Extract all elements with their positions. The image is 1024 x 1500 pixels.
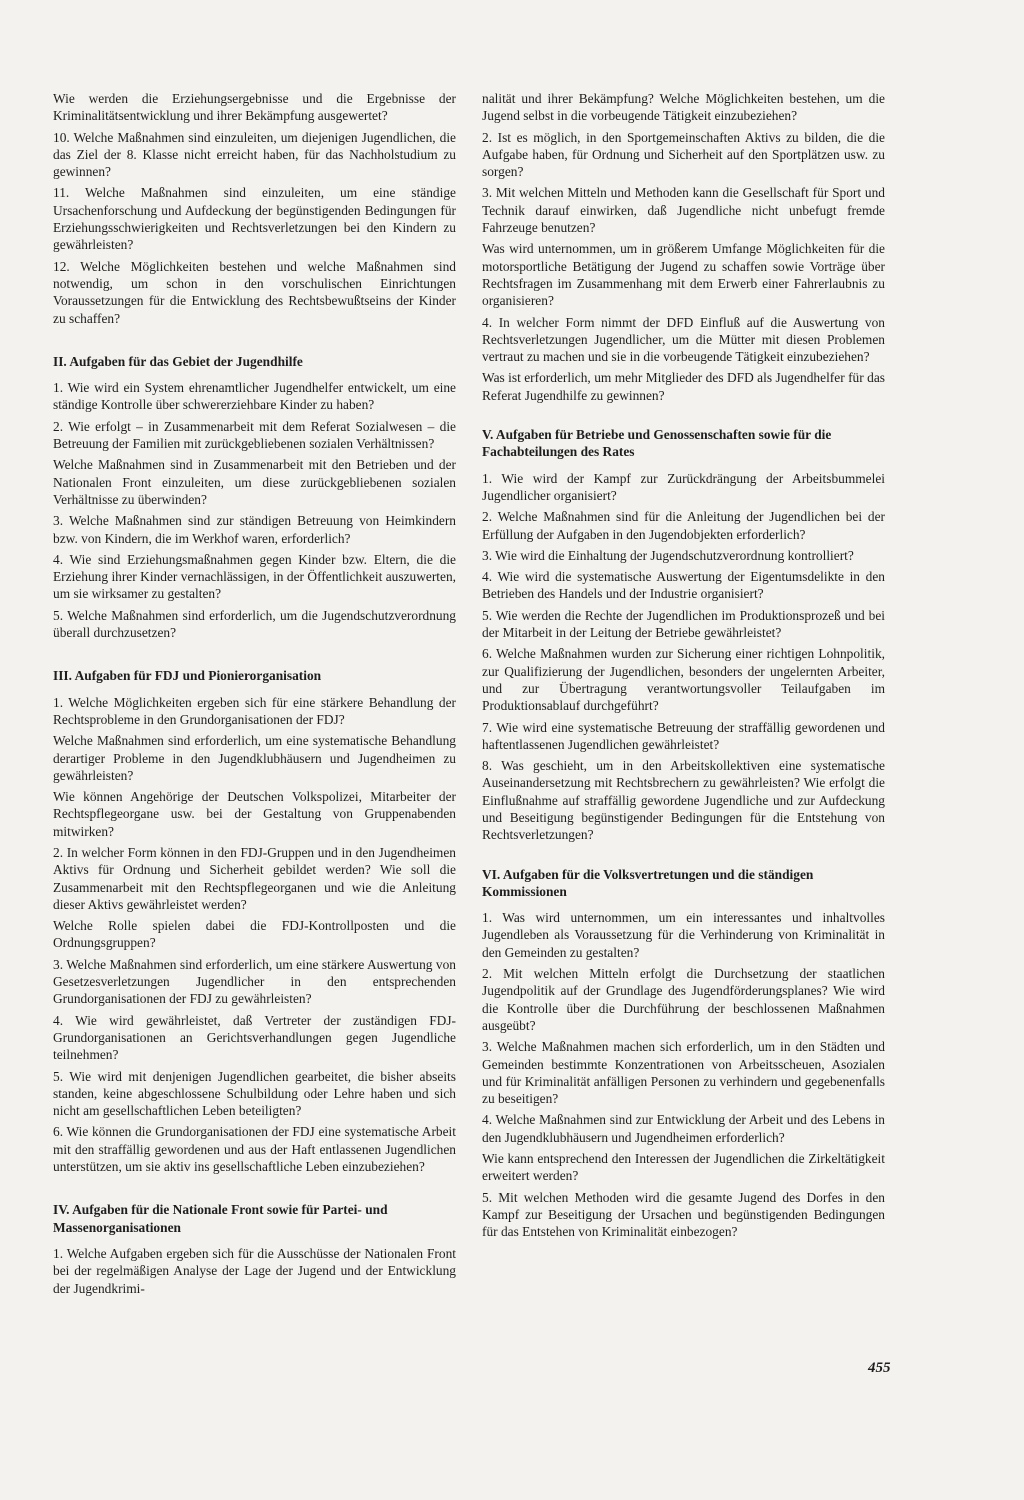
paragraph: 3. Wie wird die Einhaltung der Jugendschutzverordnung kontrolliert? — [482, 547, 854, 563]
section-heading: V. Aufgaben für Betriebe und Genossenschaften sowie für die Fachabteilungen des Rates — [482, 427, 832, 460]
section-heading: VI. Aufgaben für die Volksvertretungen und die ständigen Kommissionen — [482, 866, 814, 899]
paragraph: 1. Wie wird der Kampf zur Zurückdrängung der Arbeitsbummelei Jugendlicher organisiert? — [482, 470, 885, 503]
paragraph: 7. Wie wird eine systematische Betreuung der straffällig gewordenen und haftentlassenen Jugendlichen gewährleistet? — [482, 719, 885, 752]
page-number: 455 — [868, 1360, 891, 1376]
right-column — [482, 90, 885, 1245]
paragraph: 3. Mit welchen Mitteln und Methoden kann die Gesellschaft für Sport und Technik darauf einwirken, daß Jugendliche nicht unbefugt fremde Fahrzeuge benutzen? — [482, 185, 885, 236]
section-heading: III. Aufgaben für FDJ und Pionierorganisation — [53, 668, 322, 684]
paragraph: 5. Wie wird mit denjenigen Jugendlichen gearbeitet, die bisher abseits standen, keine abgeschlossene Schulbildung oder Lehre haben und sich nicht am gesellschaftlichen Leben beteiligten? — [53, 1068, 456, 1119]
paragraph: 11. Welche Maßnahmen sind einzuleiten, um eine ständige Ursachenforschung und Aufdeckung der begünstigenden Bedingungen für Erziehungsschwierigkeiten und Rechtsverletzungen bei den Kindern zu gewährleisten? — [53, 185, 456, 253]
paragraph: 4. Wie wird gewährleistet, daß Vertreter der zuständigen FDJ-Grundorganisationen an Gerichtsverhandlungen gegen Jugendliche teilnehmen? — [53, 1012, 456, 1063]
paragraph: 6. Welche Maßnahmen wurden zur Sicherung einer richtigen Lohnpolitik, zur Qualifizierung der Jugendlichen, besonders der ungelernten Arbeiter, und zur Übertragung verantwortungsvoller Teilaufgaben im Produktionsablauf durchgeführt? — [482, 646, 885, 714]
paragraph: Wie kann entsprechend den Interessen der Jugendlichen die Zirkeltätigkeit erweitert werden? — [482, 1151, 885, 1184]
paragraph: Welche Maßnahmen sind erforderlich, um eine systematische Behandlung derartiger Probleme in den Jugendklubhäusern und Jugendheimen zu gewährleisten? — [53, 733, 456, 783]
paragraph: Wie können Angehörige der Deutschen Volkspolizei, Mitarbeiter der Rechtspflegeorgane usw. bei der Gestaltung von Gruppenabenden mitwirken? — [53, 789, 456, 839]
paragraph: 4. Wie wird die systematische Auswertung der Eigentumsdelikte in den Betrieben des Handels und der Industrie organisiert? — [482, 569, 885, 602]
paragraph: Was wird unternommen, um in größerem Umfange Möglichkeiten für die motorsportliche Betätigung der Jugend zu schaffen sowie Vorträge über Rechtsfragen im Zusammenhang mit dem Erwerb einer Fahrerlaubnis zu organisieren? — [482, 241, 885, 309]
paragraph: 4. In welcher Form nimmt der DFD Einfluß auf die Auswertung von Rechtsverletzungen Jugendlicher, um die Mütter mit diesen Problemen vertraut zu machen und sie in die vorbeugende Tätigkeit einzubeziehen? — [482, 314, 885, 365]
paragraph: 12. Welche Möglichkeiten bestehen und welche Maßnahmen sind notwendig, um schon in den vorschulischen Einrichtungen Voraussetzungen für die Entwicklung des Rechtsbewußtseins der Kinder zu schaffen? — [53, 258, 456, 326]
paragraph: 2. Wie erfolgt – in Zusammenarbeit mit dem Referat Sozialwesen – die Betreuung der Familien mit zurückgebliebenen sozialen Verhältnissen? — [53, 418, 456, 452]
paragraph: 5. Welche Maßnahmen sind erforderlich, um die Jugendschutzverordnung überall durchzusetzen? — [53, 607, 456, 641]
paragraph: 1. Wie wird ein System ehrenamtlicher Jugendhelfer entwickelt, um eine ständige Kontrolle über schwererziehbare Kinder zu haben? — [53, 380, 456, 413]
paragraph: 3. Welche Maßnahmen sind erforderlich, um eine stärkere Auswertung von Gesetzesverletzungen Jugendlicher in den entsprechenden Grundorganisationen der FDJ zu gewährleisten? — [53, 956, 456, 1007]
paragraph: 3. Welche Maßnahmen sind zur ständigen Betreuung von Heimkindern bzw. von Kindern, die im Werkhof waren, erforderlich? — [53, 513, 456, 546]
paragraph: 8. Was geschieht, um in den Arbeitskollektiven eine systematische Auseinandersetzung mit Rechtsbrechern zu gewährleisten? Wie erfolgt die Einflußnahme auf straffällig gewordene Jugendliche und zur Aufdeckung und Beseitigung begünstigender Bedingungen für die Entstehung von Rechtsverletzungen? — [482, 758, 885, 843]
section-heading: II. Aufgaben für das Gebiet der Jugendhilfe — [53, 353, 303, 369]
paragraph: nalität und ihrer Bekämpfung? Welche Möglichkeiten bestehen, um die Jugend selbst in die vorbeugende Tätigkeit einzubeziehen? — [482, 91, 885, 124]
paragraph: 1. Welche Möglichkeiten ergeben sich für eine stärkere Behandlung der Rechtsprobleme in den Grundorganisationen der FDJ? — [53, 694, 456, 727]
paragraph: 5. Wie werden die Rechte der Jugendlichen im Produktionsprozeß und bei der Mitarbeit in der Leitung der Betriebe gewährleistet? — [482, 607, 885, 641]
paragraph: Welche Rolle spielen dabei die FDJ-Kontrollposten und die Ordnungsgruppen? — [53, 918, 456, 951]
paragraph: 1. Welche Aufgaben ergeben sich für die Ausschüsse der Nationalen Front bei der regelmäßigen Analyse der Lage der Jugend und der Entwicklung der Jugendkrimi- — [53, 1245, 456, 1296]
paragraph: Was ist erforderlich, um mehr Mitglieder des DFD als Jugendhelfer für das Referat Jugendhilfe zu gewinnen? — [482, 370, 885, 403]
section-heading: IV. Aufgaben für die Nationale Front sowie für Partei- und Massenorganisationen — [53, 1202, 388, 1235]
left-column — [53, 90, 456, 1301]
paragraph: Wie werden die Erziehungsergebnisse und die Ergebnisse der Kriminalitätsentwicklung und ihrer Bekämpfung ausgewertet? — [53, 91, 456, 124]
paragraph: 4. Welche Maßnahmen sind zur Entwicklung der Arbeit und des Lebens in den Jugendklubhäusern und Jugendheimen erforderlich? — [482, 1112, 885, 1145]
paragraph: 2. Welche Maßnahmen sind für die Anleitung der Jugendlichen bei der Erfüllung der Aufgaben in den Jugendobjekten erforderlich? — [482, 509, 885, 542]
paragraph: 2. Mit welchen Mitteln erfolgt die Durchsetzung der staatlichen Jugendpolitik auf der Grundlage des Jugendförderungsplanes? Wie wird die Kontrolle über die Durchführung der beschlossenen Maßnahmen ausgeübt? — [482, 966, 885, 1033]
paragraph: 4. Wie sind Erziehungsmaßnahmen gegen Kinder bzw. Eltern, die die Erziehung ihrer Kinder vernachlässigen, in der Öffentlichkeit auszuwerten, um sie wirksamer zu gestalten? — [53, 551, 456, 602]
paragraph: 2. Ist es möglich, in den Sportgemeinschaften Aktivs zu bilden, die die Aufgabe haben, für Ordnung und Sicherheit auf den Sportplätzen usw. zu sorgen? — [482, 129, 885, 180]
paragraph: Welche Maßnahmen sind in Zusammenarbeit mit den Betrieben und der Nationalen Front einzuleiten, um diese zurückgebliebenen sozialen Verhältnisse zu überwinden? — [53, 457, 456, 507]
paragraph: 1. Was wird unternommen, um ein interessantes und inhaltvolles Jugendleben als Voraussetzung für die Verhinderung von Kriminalität in den Gemeinden zu gestalten? — [482, 910, 885, 960]
paragraph: 6. Wie können die Grundorganisationen der FDJ eine systematische Arbeit mit den straffällig gewordenen und aus der Haft entlassenen Jugendlichen unterstützen, um sie aktiv ins gesellschaftliche Leben einzubeziehen? — [53, 1124, 456, 1175]
paragraph: 10. Welche Maßnahmen sind einzuleiten, um diejenigen Jugendlichen, die das Ziel der 8. Klasse nicht erreicht haben, für das Nachholstudium zu gewinnen? — [53, 129, 456, 180]
paragraph: 5. Mit welchen Methoden wird die gesamte Jugend des Dorfes in den Kampf zur Beseitigung der Ursachen und begünstigenden Bedingungen für das Entstehen von Kriminalität einbezogen? — [482, 1189, 885, 1240]
paragraph: 3. Welche Maßnahmen machen sich erforderlich, um in den Städten und Gemeinden bestimmte Konzentrationen von Arbeitsscheuen, Asozialen und für Kriminalität anfälligen Personen zu verhindern und gegebenenfalls zu beseitigen? — [482, 1039, 885, 1107]
paragraph: 2. In welcher Form können in den FDJ-Gruppen und in den Jugendheimen Aktivs für Ordnung und Sicherheit gebildet werden? Wie soll die Zusammenarbeit mit den Rechtspflegeorganen und wie die Anleitung dieser Aktivs gewährleistet werden? — [53, 844, 456, 912]
